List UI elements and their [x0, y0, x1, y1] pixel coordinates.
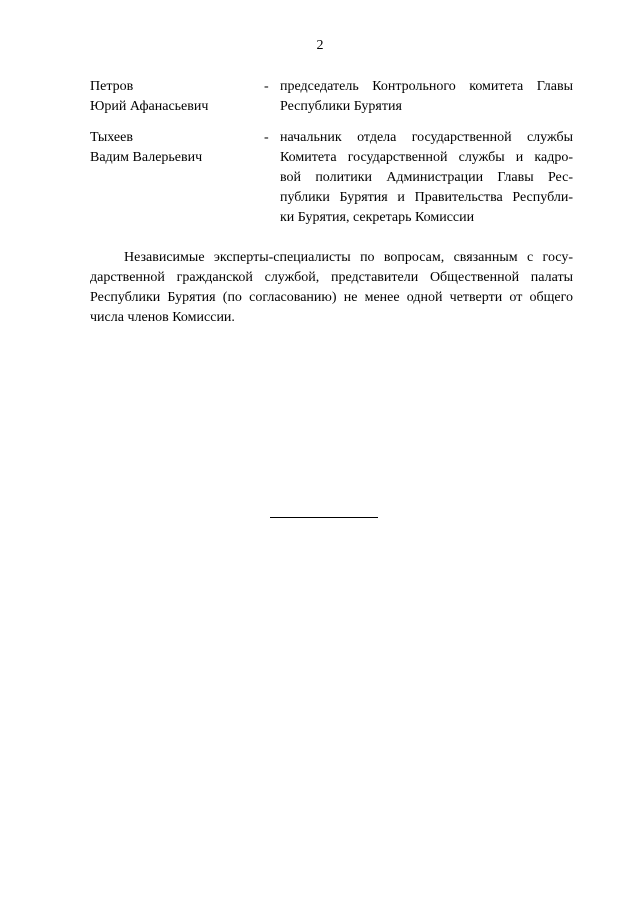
experts-paragraph [90, 248, 573, 328]
page-number: 2 [316, 38, 324, 53]
paragraph-line: числа членов Комиссии. [90, 310, 235, 325]
member-role-line: начальник отдела государственной службы [280, 130, 573, 145]
member-dash: - [264, 130, 269, 145]
paragraph-line: Независимые эксперты-специалисты по вопросам, связанным с госу- [124, 250, 573, 265]
member-role-line: ки Бурятия, секретарь Комиссии [280, 210, 475, 225]
member-surname: Тыхеев [90, 130, 133, 145]
paragraph-line: дарственной гражданской службой, представители Общественной палаты [90, 270, 573, 285]
member-role [280, 77, 573, 117]
member-role-line: Комитета государственной службы и кадро- [280, 150, 573, 165]
member-role-line: председатель Контрольного комитета Главы [280, 79, 573, 94]
member-role-line: Республики Бурятия [280, 99, 402, 114]
member-role-line: публики Бурятия и Правительства Республи- [280, 190, 573, 205]
member-given-names: Вадим Валерьевич [90, 150, 203, 165]
member-dash: - [264, 79, 269, 94]
member-name [90, 128, 260, 168]
end-separator-line [270, 517, 378, 518]
member-given-names: Юрий Афанасьевич [90, 99, 209, 114]
member-surname: Петров [90, 79, 134, 94]
member-name [90, 77, 260, 117]
paragraph-line: Республики Бурятия (по согласованию) не менее одной четверти от общего [90, 290, 573, 305]
member-role [280, 128, 573, 228]
member-role-line: вой политики Администрации Главы Рес- [280, 170, 573, 185]
